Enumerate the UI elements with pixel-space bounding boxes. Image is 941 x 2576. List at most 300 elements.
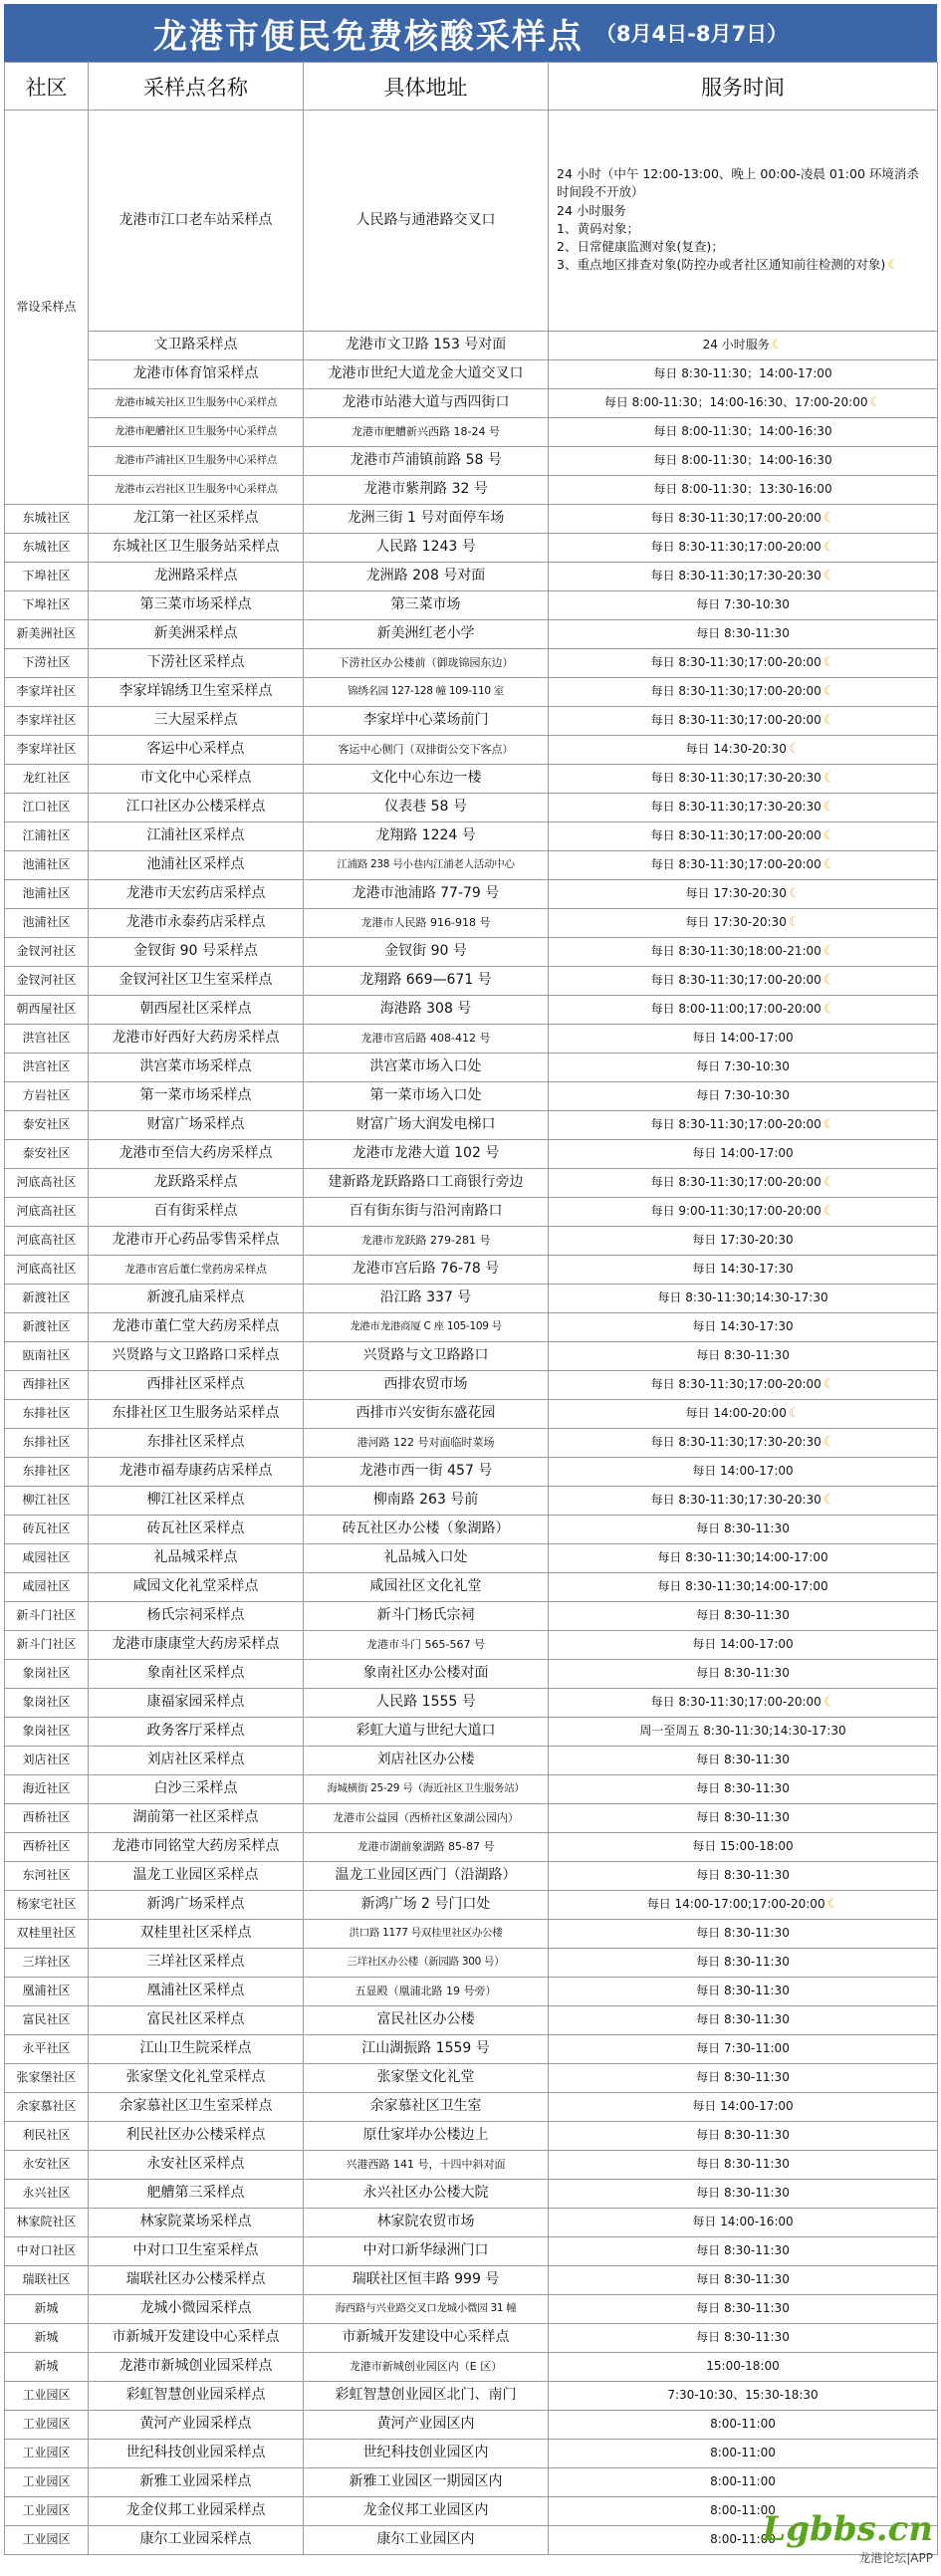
cell-site-name: 新雅工业园采样点: [89, 2468, 304, 2497]
cell-service-time: [549, 2440, 938, 2468]
night-moon-icon: ☾: [823, 972, 835, 988]
cell-site-name: 第一菜市场采样点: [89, 1082, 304, 1111]
cell-community: 林家院社区: [5, 2209, 89, 2237]
cell-service-time: [549, 332, 938, 360]
cell-site-name: 第三菜市场采样点: [89, 591, 304, 620]
service-time-text: 每日 8:00-11:30；13:30-16:00: [653, 482, 832, 497]
cell-address: 西排农贸市场: [304, 1371, 549, 1400]
cell-address: 龙港市人民路 916-918 号: [304, 909, 549, 938]
service-time-text: 每日 8:30-11:30;17:00-20:00: [650, 539, 822, 554]
night-moon-icon: ☾: [788, 741, 801, 757]
cell-address: 客运中心侧门（双排街公交下客点）: [304, 736, 549, 765]
cell-address: 金钗街 90 号: [304, 938, 549, 967]
cell-community: 下涝社区: [5, 649, 89, 678]
cell-service-time: [549, 1313, 938, 1342]
cell-service-time: [549, 563, 938, 591]
table-row: [5, 649, 938, 678]
cell-site-name: 柳江社区采样点: [89, 1487, 304, 1516]
cell-address: 三垟社区办公楼（新园路 300 号）: [304, 1949, 549, 1978]
cell-service-time: [549, 360, 938, 389]
night-moon-icon: ☾: [788, 885, 801, 901]
cell-service-time: [549, 1775, 938, 1804]
cell-community: 池浦社区: [5, 880, 89, 909]
cell-community: 张家堡社区: [5, 2064, 89, 2093]
cell-community: 西桥社区: [5, 1833, 89, 1862]
cell-address: 林家院农贸市场: [304, 2209, 549, 2237]
service-time-text: 每日 8:30-11:30;17:30-20:30: [650, 568, 822, 583]
cell-site-name: 龙港市城关社区卫生服务中心采样点: [89, 389, 304, 418]
service-time-text: 每日 8:00-11:30；14:00-16:30: [653, 424, 832, 439]
cell-site-name: 下涝社区采样点: [89, 649, 304, 678]
service-time-text: 每日 8:30-11:30;17:00-20:00: [650, 683, 822, 698]
cell-site-name: 政务客厅采样点: [89, 1718, 304, 1747]
cell-service-time: [549, 2266, 938, 2295]
cell-community: 新渡社区: [5, 1285, 89, 1313]
service-time-text: 每日 8:30-11:30: [696, 2157, 790, 2172]
cell-site-name: 百有街采样点: [89, 1198, 304, 1227]
cell-service-time: [549, 2064, 938, 2093]
cell-site-name: 象南社区采样点: [89, 1660, 304, 1689]
table-row: [5, 1458, 938, 1487]
service-time-text: 每日 15:00-18:00: [692, 1839, 794, 1854]
table-row: [5, 1689, 938, 1718]
cell-site-name: 龙港市天宏药店采样点: [89, 880, 304, 909]
cell-service-time: [549, 909, 938, 938]
cell-community: 河底高社区: [5, 1227, 89, 1256]
cell-address: 人民路 1555 号: [304, 1689, 549, 1718]
cell-site-name: 礼品城采样点: [89, 1544, 304, 1573]
cell-address: 龙港市舥艚新兴西路 18-24 号: [304, 418, 549, 447]
cell-community: 方岩社区: [5, 1082, 89, 1111]
table-row: [5, 2064, 938, 2093]
cell-address: 港河路 122 号对面临时菜场: [304, 1429, 549, 1458]
cell-site-name: 咸园文化礼堂采样点: [89, 1573, 304, 1602]
night-moon-icon: ☾: [823, 799, 835, 815]
table-row: [5, 880, 938, 909]
service-time-text: 周一至周五 8:30-11:30;14:30-17:30: [639, 1724, 846, 1739]
column-header-time: 服务时间: [549, 63, 938, 111]
cell-service-time: [549, 1920, 938, 1949]
service-time-text: 8:00-11:00: [710, 2446, 776, 2460]
cell-community: 常设采样点: [5, 111, 89, 505]
night-moon-icon: ☾: [788, 914, 801, 930]
cell-community: 永安社区: [5, 2151, 89, 2180]
cell-site-name: 龙港市董仁堂大药房采样点: [89, 1313, 304, 1342]
cell-community: 永兴社区: [5, 2180, 89, 2209]
cell-site-name: 瑞联社区办公楼采样点: [89, 2266, 304, 2295]
night-moon-icon: ☾: [823, 827, 835, 843]
cell-address: 龙港市宫后路 408-412 号: [304, 1025, 549, 1054]
table-row: [5, 2006, 938, 2035]
cell-service-time: [549, 794, 938, 822]
cell-site-name: 洪宫菜市场采样点: [89, 1054, 304, 1082]
cell-community: 工业园区: [5, 2382, 89, 2411]
cell-site-name: 龙港市好西好大药房采样点: [89, 1025, 304, 1054]
night-moon-icon: ☾: [823, 683, 835, 699]
cell-address: 龙港市芦浦镇前路 58 号: [304, 447, 549, 476]
cell-address: 龙港市池浦路 77-79 号: [304, 880, 549, 909]
table-row: [5, 1573, 938, 1602]
cell-address: 余家慕社区卫生室: [304, 2093, 549, 2122]
cell-address: 龙港市西一街 457 号: [304, 1458, 549, 1487]
table-row: [5, 2180, 938, 2209]
cell-site-name: 龙城小微园采样点: [89, 2295, 304, 2324]
table-row: [5, 2497, 938, 2526]
table-row: [5, 1891, 938, 1920]
cell-address: 龙翔路 669—671 号: [304, 967, 549, 996]
cell-service-time: [549, 1660, 938, 1689]
cell-address: 龙港市世纪大道龙金大道交叉口: [304, 360, 549, 389]
cell-community: 新斗门社区: [5, 1631, 89, 1660]
cell-address: 龙港市龙港商厦 C 座 105-109 号: [304, 1313, 549, 1342]
table-row: [5, 996, 938, 1025]
cell-service-time: [549, 1082, 938, 1111]
service-time-text: 每日 8:30-11:30;17:30-20:30: [650, 799, 822, 814]
cell-service-time: [549, 1804, 938, 1833]
table-row: [5, 2237, 938, 2266]
night-moon-icon: ☾: [823, 770, 835, 786]
table-row: [5, 1544, 938, 1573]
service-time-text: 每日 14:30-20:30: [685, 741, 787, 756]
night-moon-icon: ☾: [788, 1405, 801, 1421]
cell-service-time: [549, 2093, 938, 2122]
cell-community: 三垟社区: [5, 1949, 89, 1978]
service-time-text: 每日 8:30-11:30: [696, 2272, 790, 2287]
service-time-text: 每日 8:30-11:30: [696, 1926, 790, 1941]
service-time-text: 8:00-11:00: [710, 2532, 776, 2547]
service-time-text: 24 小时服务: [702, 337, 770, 351]
service-time-text: 每日 8:30-11:30: [696, 1868, 790, 1883]
cell-site-name: 李家垟锦绣卫生室采样点: [89, 678, 304, 707]
cell-site-name: 江口社区办公楼采样点: [89, 794, 304, 822]
cell-community: 下埠社区: [5, 591, 89, 620]
cell-site-name: 龙港市宫后董仁堂药房采样点: [89, 1256, 304, 1285]
cell-address: 彩虹智慧创业园区北门、南门: [304, 2382, 549, 2411]
table-row: [5, 2411, 938, 2440]
cell-service-time: [549, 822, 938, 851]
cell-site-name: 朝西屋社区采样点: [89, 996, 304, 1025]
cell-site-name: 东排社区采样点: [89, 1429, 304, 1458]
service-time-text: 每日 8:00-11:30；14:00-16:30: [653, 453, 832, 468]
table-row: [5, 1025, 938, 1054]
cell-community: 李家垟社区: [5, 678, 89, 707]
cell-service-time: [549, 1140, 938, 1169]
night-moon-icon: ☾: [823, 1001, 835, 1017]
cell-community: 永平社区: [5, 2035, 89, 2064]
cell-service-time: [549, 2237, 938, 2266]
night-moon-icon: ☾: [887, 257, 899, 273]
cell-address: 新雅工业园区一期园区内: [304, 2468, 549, 2497]
cell-service-time: [549, 1285, 938, 1313]
cell-community: 江口社区: [5, 794, 89, 822]
service-time-text: 8:00-11:00: [710, 2503, 776, 2518]
service-time-text: 每日 8:30-11:30: [696, 2301, 790, 2316]
table-row: [5, 794, 938, 822]
cell-community: 咸园社区: [5, 1573, 89, 1602]
cell-community: 河底高社区: [5, 1256, 89, 1285]
cell-service-time: [549, 2324, 938, 2353]
table-row: [5, 505, 938, 534]
cell-community: 凰浦社区: [5, 1978, 89, 2006]
night-moon-icon: ☾: [823, 1694, 835, 1710]
cell-service-time: [549, 1256, 938, 1285]
cell-site-name: 永安社区采样点: [89, 2151, 304, 2180]
cell-community: 东排社区: [5, 1458, 89, 1487]
service-time-text: 每日 8:30-11:30: [696, 2243, 790, 2258]
cell-address: 张家堡文化礼堂: [304, 2064, 549, 2093]
cell-address: 刘店社区办公楼: [304, 1747, 549, 1775]
table-row: [5, 447, 938, 476]
table-row: [5, 2035, 938, 2064]
cell-address: 永兴社区办公楼大院: [304, 2180, 549, 2209]
table-row: [5, 418, 938, 447]
service-time-text: 每日 8:30-11:30: [696, 1984, 790, 1998]
service-time-text: 每日 8:30-11:30: [696, 1810, 790, 1825]
cell-site-name: 龙港市新城创业园采样点: [89, 2353, 304, 2382]
cell-site-name: 龙港市康康堂大药房采样点: [89, 1631, 304, 1660]
table-row: [5, 1400, 938, 1429]
cell-site-name: 彩虹智慧创业园采样点: [89, 2382, 304, 2411]
cell-community: 柳江社区: [5, 1487, 89, 1516]
cell-service-time: [549, 649, 938, 678]
table-row: [5, 1227, 938, 1256]
cell-address: 新鸿广场 2 号门口处: [304, 1891, 549, 1920]
cell-site-name: 舥艚第三采样点: [89, 2180, 304, 2209]
table-row: [5, 1054, 938, 1082]
service-time-text: 每日 14:00-17:00: [692, 1464, 794, 1479]
cell-service-time: [549, 851, 938, 880]
cell-service-time: [549, 1862, 938, 1891]
cell-community: 泰安社区: [5, 1111, 89, 1140]
column-header-address: 具体地址: [304, 63, 549, 111]
cell-site-name: 砖瓦社区采样点: [89, 1516, 304, 1544]
cell-address: 龙港市公益园（西桥社区象湖公园内）: [304, 1804, 549, 1833]
cell-service-time: [549, 2468, 938, 2497]
table-row: [5, 2382, 938, 2411]
service-time-text: 每日 8:30-11:30;18:00-21:00: [650, 943, 822, 958]
service-time-text: 每日 7:30-10:30: [696, 1059, 790, 1074]
cell-address: 财富广场大润发电梯口: [304, 1111, 549, 1140]
cell-community: 双桂里社区: [5, 1920, 89, 1949]
table-row: [5, 1660, 938, 1689]
cell-community: 河底高社区: [5, 1198, 89, 1227]
cell-community: 金钗河社区: [5, 967, 89, 996]
table-row: [5, 1602, 938, 1631]
cell-site-name: 市文化中心采样点: [89, 765, 304, 794]
cell-site-name: 龙港市体育馆采样点: [89, 360, 304, 389]
cell-address: 咸园社区文化礼堂: [304, 1573, 549, 1602]
table-row: [5, 1775, 938, 1804]
cell-community: 瑞联社区: [5, 2266, 89, 2295]
cell-community: 象岗社区: [5, 1689, 89, 1718]
cell-service-time: [549, 1516, 938, 1544]
service-time-text: 24 小时（中午 12:00-13:00、晚上 00:00-凌晨 01:00 环境消杀时间段不开放） 24 小时服务 1、黄码对象； 2、日常健康监测对象(复查)； 3、重点地区排查对象(防控办或者社区通知前往检测的对象): [557, 166, 919, 272]
cell-service-time: [549, 2006, 938, 2035]
cell-community: 新美洲社区: [5, 620, 89, 649]
service-time-text: 每日 8:30-11:30;17:30-20:30: [650, 770, 822, 785]
service-time-text: 每日 8:30-11:30;17:00-20:00: [650, 1174, 822, 1189]
cell-service-time: [549, 678, 938, 707]
service-time-text: 每日 17:30-20:30: [685, 885, 787, 900]
service-time-text: 每日 8:30-11:30;17:30-20:30: [650, 1434, 822, 1449]
cell-service-time: [549, 2353, 938, 2382]
cell-community: 新城: [5, 2353, 89, 2382]
table-row: [5, 1313, 938, 1342]
cell-site-name: 江山卫生院采样点: [89, 2035, 304, 2064]
cell-community: 下埠社区: [5, 563, 89, 591]
cell-address: 富民社区办公楼: [304, 2006, 549, 2035]
cell-service-time: [549, 1429, 938, 1458]
service-time-text: 每日 8:30-11:30: [696, 1753, 790, 1767]
service-time-text: 每日 8:30-11:30;17:00-20:00: [650, 827, 822, 842]
table-row: [5, 938, 938, 967]
service-time-text: 7:30-10:30、15:30-18:30: [667, 2388, 819, 2403]
cell-community: 朝西屋社区: [5, 996, 89, 1025]
cell-site-name: 富民社区采样点: [89, 2006, 304, 2035]
cell-site-name: 文卫路采样点: [89, 332, 304, 360]
service-time-text: 每日 8:30-11:30: [696, 2330, 790, 2345]
table-row: [5, 563, 938, 591]
table-row: [5, 1631, 938, 1660]
cell-site-name: 新渡孔庙采样点: [89, 1285, 304, 1313]
cell-address: 温龙工业园区西门（沿湖路）: [304, 1862, 549, 1891]
table-row: [5, 1082, 938, 1111]
cell-community: 新斗门社区: [5, 1602, 89, 1631]
watermark-logo: Lgbbs.cn: [762, 2509, 933, 2549]
cell-service-time: [549, 1602, 938, 1631]
night-moon-icon: ☾: [823, 654, 835, 670]
table-row: [5, 620, 938, 649]
cell-address: 龙港市宫后路 76-78 号: [304, 1256, 549, 1285]
cell-service-time: [549, 2382, 938, 2411]
cell-service-time: [549, 1198, 938, 1227]
cell-service-time: [549, 1400, 938, 1429]
cell-service-time: [549, 1891, 938, 1920]
cell-community: 池浦社区: [5, 851, 89, 880]
service-time-text: 每日 8:30-11:30;17:00-20:00: [650, 972, 822, 987]
cell-address: 砖瓦社区办公楼（象湖路）: [304, 1516, 549, 1544]
cell-community: 工业园区: [5, 2526, 89, 2555]
cell-site-name: 龙港市舥艚社区卫生服务中心采样点: [89, 418, 304, 447]
column-header-site: 采样点名称: [89, 63, 304, 111]
cell-address: 龙港市湖前象湖路 85-87 号: [304, 1833, 549, 1862]
night-moon-icon: ☾: [823, 856, 835, 872]
cell-address: 龙港市紫荆路 32 号: [304, 476, 549, 505]
cell-address: 龙港市斗门 565-567 号: [304, 1631, 549, 1660]
cell-service-time: [549, 1025, 938, 1054]
cell-address: 市新城开发建设中心采样点: [304, 2324, 549, 2353]
cell-address: 海西路与兴业路交叉口龙城小微园 31 幢: [304, 2295, 549, 2324]
cell-community: 新渡社区: [5, 1313, 89, 1342]
service-time-text: 每日 8:30-11:30;17:00-20:00: [650, 654, 822, 669]
service-time-text: 每日 8:30-11:30: [696, 2128, 790, 2143]
cell-site-name: 龙港市云岩社区卫生服务中心采样点: [89, 476, 304, 505]
cell-address: 沿江路 337 号: [304, 1285, 549, 1313]
cell-site-name: 龙港市永泰药店采样点: [89, 909, 304, 938]
service-time-text: 每日 8:30-11:30: [696, 626, 790, 641]
table-row: [5, 1256, 938, 1285]
cell-site-name: 白沙三采样点: [89, 1775, 304, 1804]
service-time-text: 每日 9:00-11:30;17:00-20:00: [650, 1203, 822, 1218]
cell-site-name: 黄河产业园采样点: [89, 2411, 304, 2440]
cell-site-name: 龙洲路采样点: [89, 563, 304, 591]
service-time-text: 每日 8:00-11:30；14:00-16:30、17:00-20:00: [603, 394, 868, 409]
cell-address: 百有街东街与沿河南路口: [304, 1198, 549, 1227]
service-time-text: 每日 8:30-11:30;17:00-20:00: [650, 712, 822, 727]
night-moon-icon: ☾: [826, 1896, 839, 1912]
cell-address: 下涝社区办公楼前（御珑锦园东边）: [304, 649, 549, 678]
table-row: [5, 1342, 938, 1371]
cell-community: 新城: [5, 2324, 89, 2353]
cell-address: 江浦路 238 号小巷内江浦老人活动中心: [304, 851, 549, 880]
cell-site-name: 龙港市芦浦社区卫生服务中心采样点: [89, 447, 304, 476]
night-moon-icon: ☾: [823, 510, 835, 526]
cell-service-time: [549, 967, 938, 996]
table-row: [5, 332, 938, 360]
cell-address: 人民路 1243 号: [304, 534, 549, 563]
cell-service-time: [549, 2295, 938, 2324]
table-row: [5, 534, 938, 563]
cell-site-name: 龙跃路采样点: [89, 1169, 304, 1198]
service-time-text: 每日 8:30-11:30；14:00-17:00: [653, 366, 832, 381]
night-moon-icon: ☾: [823, 1174, 835, 1190]
cell-community: 东排社区: [5, 1429, 89, 1458]
cell-site-name: 世纪科技创业园采样点: [89, 2440, 304, 2468]
cell-service-time: [549, 2180, 938, 2209]
service-time-text: 每日 8:30-11:30: [696, 1781, 790, 1796]
night-moon-icon: ☾: [823, 1434, 835, 1450]
cell-service-time: [549, 620, 938, 649]
cell-site-name: 利民社区办公楼采样点: [89, 2122, 304, 2151]
table-row: [5, 1920, 938, 1949]
cell-site-name: 池浦社区采样点: [89, 851, 304, 880]
service-time-text: 每日 7:30-10:30: [696, 597, 790, 612]
table-row: [5, 1198, 938, 1227]
cell-service-time: [549, 1371, 938, 1400]
cell-community: 龙红社区: [5, 765, 89, 794]
table-row: [5, 2440, 938, 2468]
cell-address: 海港路 308 号: [304, 996, 549, 1025]
cell-address: 第三菜市场: [304, 591, 549, 620]
cell-service-time: [549, 476, 938, 505]
table-row: [5, 111, 938, 332]
service-time-text: 8:00-11:00: [710, 2474, 776, 2489]
cell-address: 锦绣名园 127-128 幢 109-110 室: [304, 678, 549, 707]
service-time-text: 每日 8:30-11:30;14:00-17:00: [657, 1579, 828, 1594]
cell-community: 工业园区: [5, 2411, 89, 2440]
service-time-text: 每日 8:30-11:30: [696, 1522, 790, 1536]
service-time-text: 每日 7:30-10:30: [696, 1088, 790, 1103]
table-row: [5, 2209, 938, 2237]
service-time-text: 每日 8:30-11:30: [696, 2186, 790, 2201]
cell-community: 咸园社区: [5, 1544, 89, 1573]
cell-service-time: [549, 1487, 938, 1516]
cell-community: 象岗社区: [5, 1718, 89, 1747]
cell-address: 瑞联社区恒丰路 999 号: [304, 2266, 549, 2295]
cell-community: 新城: [5, 2295, 89, 2324]
service-time-text: 每日 8:30-11:30: [696, 1666, 790, 1681]
service-time-text: 每日 8:30-11:30;17:00-20:00: [650, 1116, 822, 1131]
cell-site-name: 中对口卫生室采样点: [89, 2237, 304, 2266]
night-moon-icon: ☾: [823, 1492, 835, 1508]
cell-community: 瓯南社区: [5, 1342, 89, 1371]
cell-service-time: [549, 447, 938, 476]
table-row: [5, 2093, 938, 2122]
service-time-text: 每日 8:30-11:30;17:30-20:30: [650, 1492, 822, 1507]
service-time-text: 8:00-11:00: [710, 2417, 776, 2432]
cell-service-time: [549, 1833, 938, 1862]
cell-service-time: [549, 505, 938, 534]
